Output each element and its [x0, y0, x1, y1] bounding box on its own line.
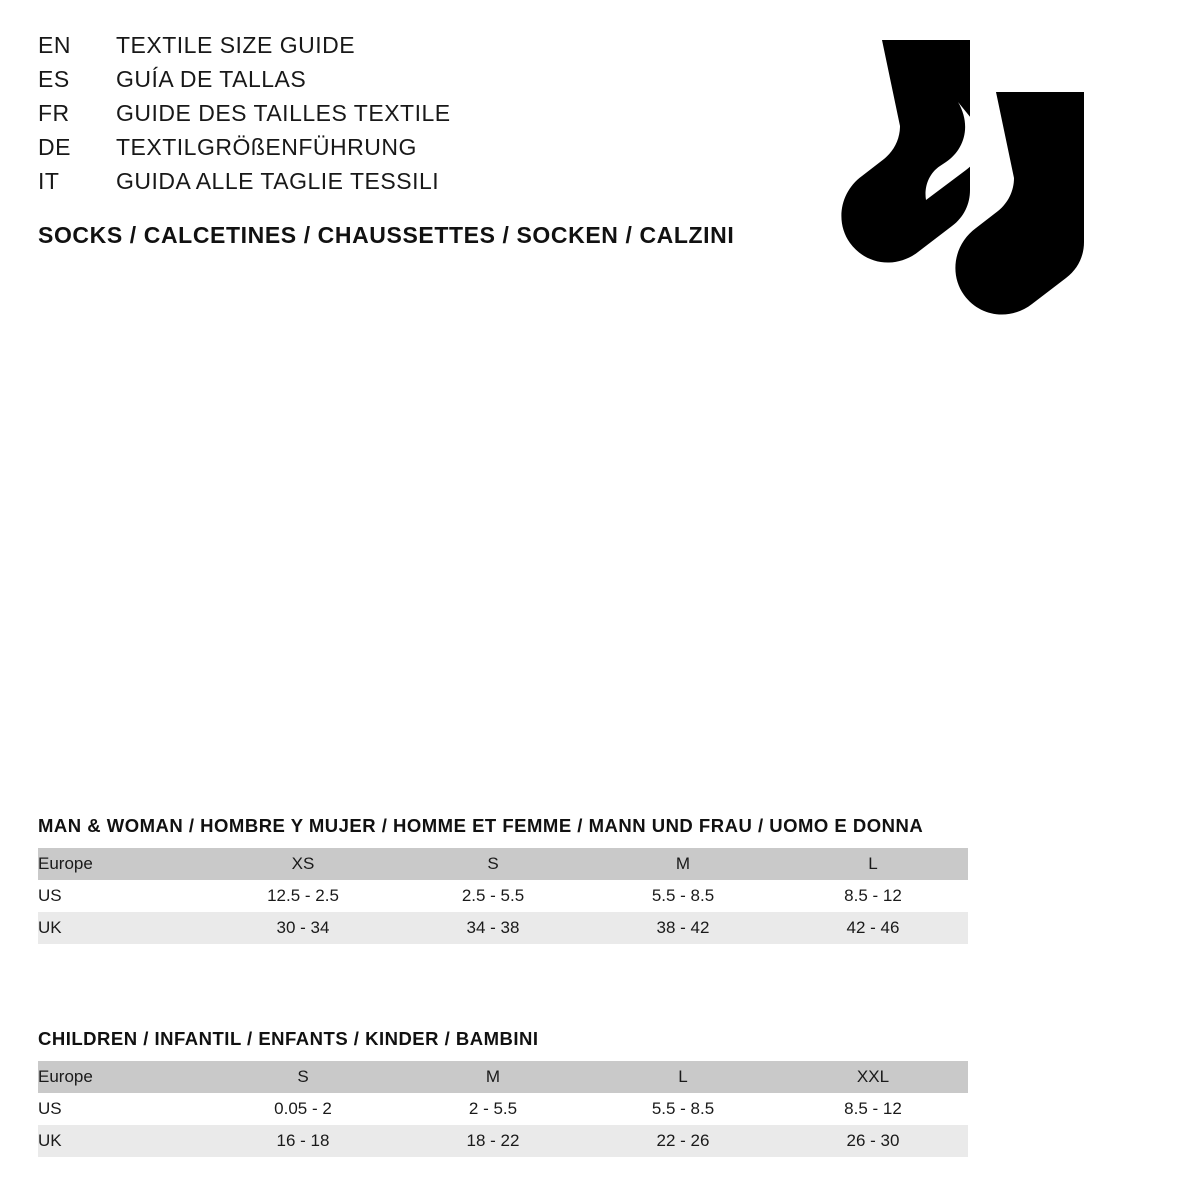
row-label-us-children: US — [38, 1093, 208, 1125]
table-adult — [38, 848, 968, 944]
cell-us-children-1: 0.05 - 2 — [208, 1093, 398, 1125]
language-row-en — [38, 32, 798, 66]
cell-europe-adult-4: L — [778, 848, 968, 880]
cell-europe-adult-2: S — [398, 848, 588, 880]
cell-uk-adult-3: 38 - 42 — [588, 912, 778, 944]
language-row-fr — [38, 100, 798, 134]
cell-us-children-2: 2 - 5.5 — [398, 1093, 588, 1125]
size-table-adult — [38, 815, 968, 944]
table-children — [38, 1061, 968, 1157]
cell-uk-adult-2: 34 - 38 — [398, 912, 588, 944]
language-code-en: EN — [38, 32, 71, 58]
language-text-de: TEXTILGRÖßENFÜHRUNG — [116, 134, 417, 160]
language-code-fr: FR — [38, 100, 70, 126]
cell-europe-children-2: M — [398, 1061, 588, 1093]
row-label-uk-children: UK — [38, 1125, 208, 1157]
row-label-uk-adult: UK — [38, 912, 208, 944]
language-row-es — [38, 66, 798, 100]
cell-us-adult-1: 12.5 - 2.5 — [208, 880, 398, 912]
language-code-it: IT — [38, 168, 60, 194]
size-table-children — [38, 1028, 968, 1157]
table-row — [38, 848, 968, 880]
table-row — [38, 1125, 968, 1157]
table-row — [38, 1061, 968, 1093]
table-row — [38, 1093, 968, 1125]
cell-uk-adult-4: 42 - 46 — [778, 912, 968, 944]
cell-uk-children-1: 16 - 18 — [208, 1125, 398, 1157]
cell-us-children-3: 5.5 - 8.5 — [588, 1093, 778, 1125]
sock-back-shape — [841, 40, 970, 263]
header — [38, 32, 798, 249]
cell-europe-children-1: S — [208, 1061, 398, 1093]
cell-europe-children-3: L — [588, 1061, 778, 1093]
row-label-us-adult: US — [38, 880, 208, 912]
cell-uk-children-3: 22 - 26 — [588, 1125, 778, 1157]
language-text-es: GUÍA DE TALLAS — [116, 66, 307, 92]
table-title-adult: MAN & WOMAN / HOMBRE Y MUJER / HOMME ET FEMME / MANN UND FRAU / UOMO E DONNA — [38, 815, 924, 836]
language-text-it: GUIDA ALLE TAGLIE TESSILI — [116, 168, 440, 194]
language-code-es: ES — [38, 66, 70, 92]
cell-us-adult-3: 5.5 - 8.5 — [588, 880, 778, 912]
product-category-title: SOCKS / CALCETINES / CHAUSSETTES / SOCKEN / CALZINI — [38, 222, 735, 248]
cell-europe-adult-1: XS — [208, 848, 398, 880]
language-row-it — [38, 168, 798, 202]
language-row-de — [38, 134, 798, 168]
socks-illustration — [800, 30, 1140, 370]
cell-us-children-4: 8.5 - 12 — [778, 1093, 968, 1125]
language-text-en: TEXTILE SIZE GUIDE — [116, 32, 356, 58]
row-label-europe-children: Europe — [38, 1061, 208, 1093]
cell-us-adult-2: 2.5 - 5.5 — [398, 880, 588, 912]
language-text-fr: GUIDE DES TAILLES TEXTILE — [116, 100, 451, 126]
table-row — [38, 912, 968, 944]
cell-europe-adult-3: M — [588, 848, 778, 880]
cell-us-adult-4: 8.5 - 12 — [778, 880, 968, 912]
table-title-children: CHILDREN / INFANTIL / ENFANTS / KINDER / BAMBINI — [38, 1028, 539, 1049]
cell-uk-children-4: 26 - 30 — [778, 1125, 968, 1157]
table-row — [38, 880, 968, 912]
cell-uk-adult-1: 30 - 34 — [208, 912, 398, 944]
row-label-europe-adult: Europe — [38, 848, 208, 880]
cell-europe-children-4: XXL — [778, 1061, 968, 1093]
language-code-de: DE — [38, 134, 71, 160]
cell-uk-children-2: 18 - 22 — [398, 1125, 588, 1157]
